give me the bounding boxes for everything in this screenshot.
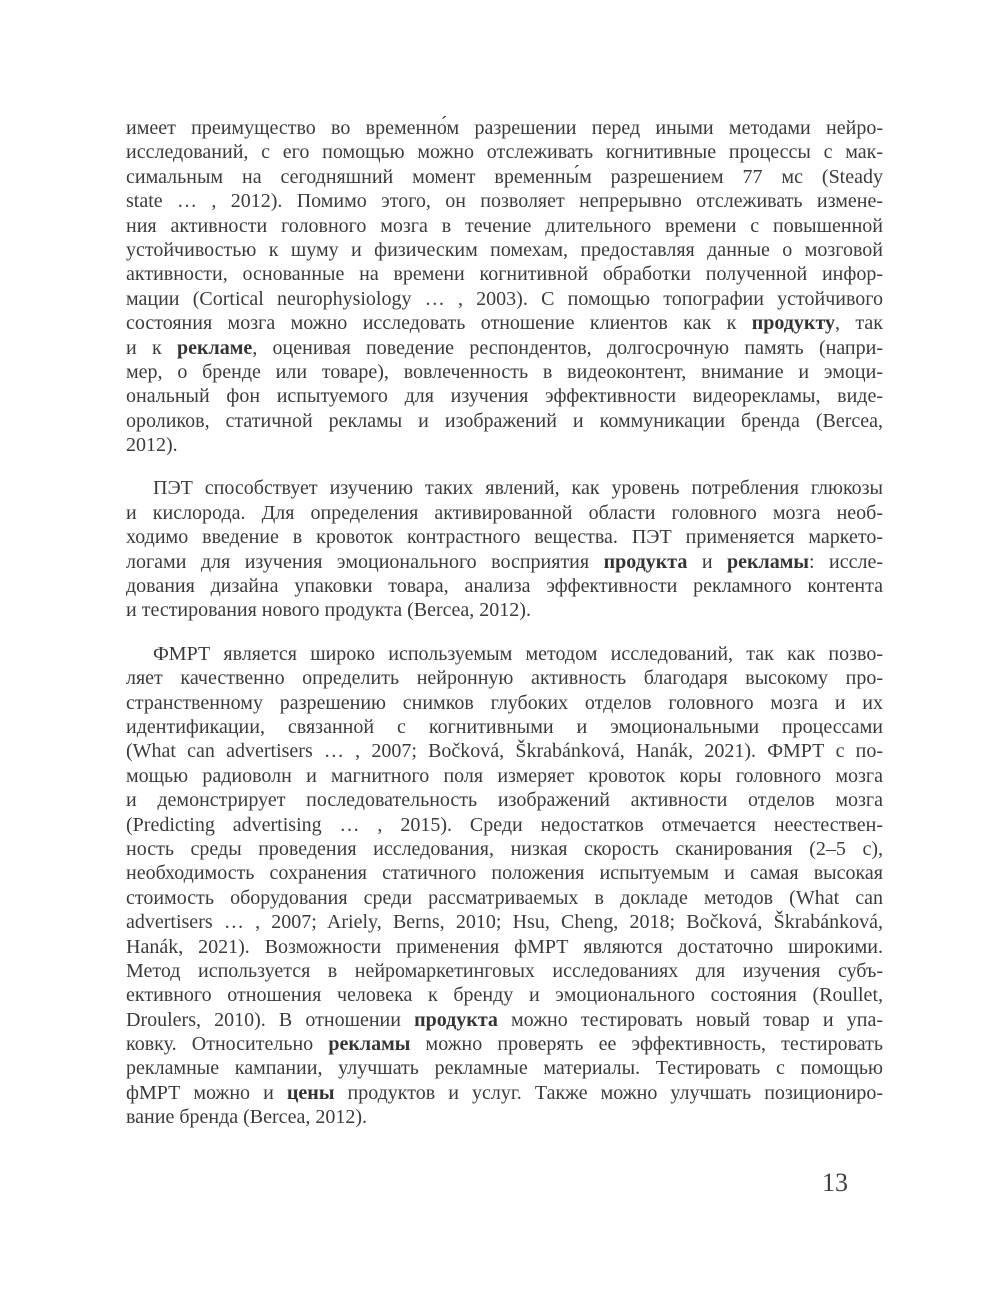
text-segment: имеет преимущество во временно́м разрешении перед иными методами нейро- xyxy=(126,117,883,139)
text-segment: ороликов, статичной рекламы и изображений и коммуникации бренда (Bercea, xyxy=(126,409,883,432)
text-line xyxy=(126,262,883,286)
text-line xyxy=(126,336,883,360)
text-line xyxy=(126,165,883,189)
emphasis-term: рекламе xyxy=(177,336,253,359)
text-line xyxy=(126,910,883,934)
text-line xyxy=(126,501,883,525)
paragraph xyxy=(126,476,883,622)
text-segment: ПЭТ способствует изучению таких явлений, как уровень потребления глюкозы xyxy=(153,477,883,500)
text-line xyxy=(126,1032,883,1056)
text-line xyxy=(126,189,883,213)
text-line xyxy=(126,1105,883,1129)
text-segment: стоимость оборудования среди рассматриваемых в докладе методов (What can xyxy=(126,886,883,909)
text-segment: (What can advertisers … , 2007; Bočková, Škrabánková, Hanák, 2021). ФМРТ с по- xyxy=(126,740,883,763)
text-segment: и демонстрирует последовательность изображений активности отделов мозга xyxy=(126,789,883,812)
body-text xyxy=(126,116,883,1130)
text-line xyxy=(126,1008,883,1032)
text-line xyxy=(126,311,883,335)
text-segment: ляет качественно определить нейронную активность благодаря высокому про- xyxy=(126,667,883,690)
text-segment: можно тестировать новый товар и упа- xyxy=(497,1008,883,1031)
emphasis-term: продукту xyxy=(751,312,836,335)
text-segment: ФМРТ является широко используемым методом исследований, так как позво- xyxy=(153,642,883,665)
text-line xyxy=(126,238,883,262)
text-segment: : иссле- xyxy=(809,550,883,573)
text-line xyxy=(126,525,883,549)
text-segment: Droulers, 2010). В отношении xyxy=(126,1008,415,1031)
text-segment: advertisers … , 2007; Ariely, Berns, 2010; Hsu, Cheng, 2018; Bočková, Škrabánková, xyxy=(126,911,883,934)
text-segment: state … , 2012). Помимо этого, он позволяет непрерывно отслеживать измене- xyxy=(126,190,883,213)
text-segment: и к xyxy=(126,336,177,359)
text-segment: Hanák, 2021). Возможности применения фМРТ являются достаточно широкими. xyxy=(126,935,883,958)
text-line xyxy=(126,287,883,311)
text-line xyxy=(126,837,883,861)
text-segment: , оценивая поведение респондентов, долгосрочную память (напри- xyxy=(252,336,883,359)
text-line xyxy=(126,574,883,598)
text-line xyxy=(126,983,883,1007)
text-segment: ональный фон испытуемого для изучения эффективности видеорекламы, виде- xyxy=(126,385,883,408)
text-segment: ективного отношения человека к бренду и эмоционального состояния (Roullet, xyxy=(126,984,883,1007)
text-segment: и кислорода. Для определения активированной области головного мозга необ- xyxy=(126,501,883,524)
text-segment: активности, основанные на времени когнитивной обработки полученной инфор- xyxy=(126,263,883,286)
emphasis-term: рекламы xyxy=(727,550,809,573)
text-segment: устойчивостью к шуму и физическим помехам, предоставляя данные о мозговой xyxy=(126,238,883,261)
text-line xyxy=(126,140,883,164)
text-segment: и тестирования нового продукта (Bercea, 2012). xyxy=(126,599,531,622)
text-line xyxy=(126,433,883,457)
text-line xyxy=(126,764,883,788)
text-line xyxy=(126,861,883,885)
text-segment: дования дизайна упаковки товара, анализа эффективности рекламного контента xyxy=(126,575,883,598)
text-segment: , так xyxy=(835,312,883,335)
text-segment: идентификации, связанной с когнитивными и эмоциональными процессами xyxy=(126,715,883,738)
text-segment: мер, о бренде или товаре), вовлеченность в видеоконтент, внимание и эмоци- xyxy=(126,360,883,383)
text-segment: 2012). xyxy=(126,434,178,457)
text-segment: исследований, с его помощью можно отслеживать когнитивные процессы с мак- xyxy=(126,141,883,164)
text-line xyxy=(126,666,883,690)
text-line xyxy=(126,691,883,715)
text-segment: рекламные кампании, улучшать рекламные материалы. Тестировать с помощью xyxy=(126,1057,883,1080)
text-line xyxy=(126,642,883,666)
emphasis-term: продукта xyxy=(603,550,688,573)
text-segment: (Predicting advertising … , 2015). Среди недостатков отмечается неестествен- xyxy=(126,813,883,836)
text-line xyxy=(126,598,883,622)
emphasis-term: рекламы xyxy=(328,1033,411,1056)
text-line xyxy=(126,715,883,739)
page-number: 13 xyxy=(822,1168,848,1197)
text-segment: продуктов и услуг. Также можно улучшать позициониро- xyxy=(334,1081,883,1104)
text-line xyxy=(126,214,883,238)
text-line xyxy=(126,886,883,910)
text-segment: странственному разрешению снимков глубоких отделов головного мозга и их xyxy=(126,691,883,714)
text-segment: необходимость сохранения статичного положения испытуемым и самая высокая xyxy=(126,862,883,885)
text-segment: и xyxy=(687,550,728,573)
text-line xyxy=(126,476,883,500)
text-line xyxy=(126,360,883,384)
text-line xyxy=(126,1081,883,1105)
text-segment: мощью радиоволн и магнитного поля измеряет кровоток коры головного мозга xyxy=(126,764,883,787)
text-segment: Метод используется в нейромаркетинговых исследованиях для изучения субъ- xyxy=(126,959,883,982)
emphasis-term: продукта xyxy=(414,1008,498,1031)
text-segment: ния активности головного мозга в течение длительного времени с повышенной xyxy=(126,214,883,237)
text-segment: симальным на сегодняшний момент временны́м разрешением 77 мс (Steady xyxy=(126,165,883,188)
text-segment: ковку. Относительно xyxy=(126,1033,329,1056)
text-segment: состояния мозга можно исследовать отношение клиентов как к xyxy=(126,312,752,335)
text-segment: ходимо введение в кровоток контрастного вещества. ПЭТ применяется маркето- xyxy=(126,526,883,549)
text-segment: мации (Cortical neurophysiology … , 2003). С помощью топографии устойчивого xyxy=(126,287,883,310)
text-line xyxy=(126,813,883,837)
paragraph xyxy=(126,116,883,457)
text-segment: фМРТ можно и xyxy=(126,1081,287,1104)
text-line xyxy=(126,384,883,408)
text-segment: вание бренда (Bercea, 2012). xyxy=(126,1106,367,1129)
text-line xyxy=(126,788,883,812)
paragraph xyxy=(126,642,883,1130)
text-line xyxy=(126,550,883,574)
text-line xyxy=(126,409,883,433)
text-segment: можно проверять ее эффективность, тестировать xyxy=(410,1033,883,1056)
text-segment: логами для изучения эмоционального восприятия xyxy=(126,550,604,573)
text-line xyxy=(126,116,883,140)
text-line xyxy=(126,935,883,959)
emphasis-term: цены xyxy=(286,1081,335,1104)
text-line xyxy=(126,959,883,983)
text-line xyxy=(126,1056,883,1080)
text-line xyxy=(126,739,883,763)
text-segment: ность среды проведения исследования, низкая скорость сканирования (2–5 с), xyxy=(126,837,883,860)
